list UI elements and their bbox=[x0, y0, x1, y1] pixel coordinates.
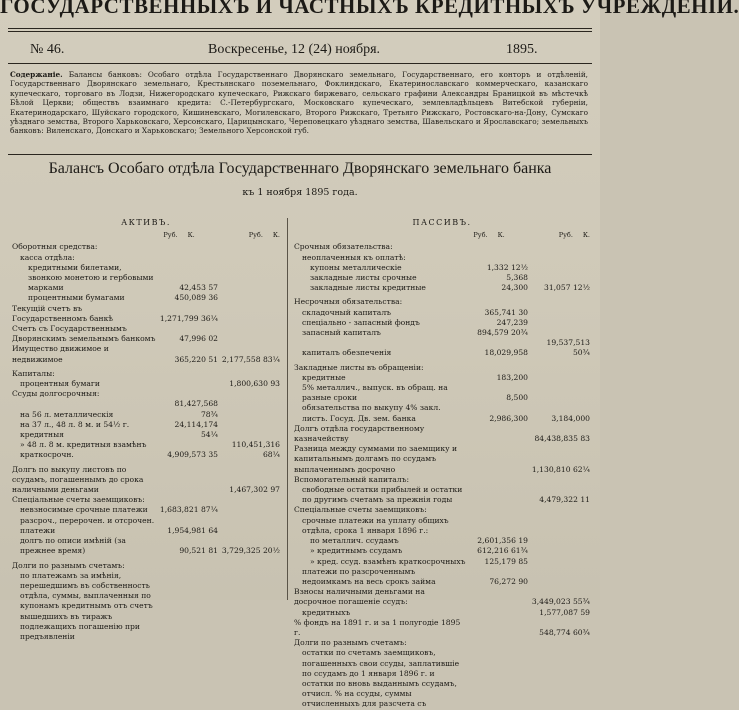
ledger-total: 84,438,835 83 bbox=[534, 434, 590, 444]
ledger-amount: 1,954,981 64 bbox=[167, 525, 218, 535]
ledger-row bbox=[294, 383, 590, 403]
ledger-amount: 81,427,568 78¾ bbox=[174, 399, 218, 419]
unit-kop: К. bbox=[582, 231, 590, 240]
column-divider bbox=[287, 218, 288, 600]
ledger-amount: 2,601,356 19 bbox=[477, 536, 528, 546]
ledger-row bbox=[12, 495, 280, 505]
ledger-amount: 365,741 30 bbox=[484, 307, 528, 317]
ledger-label: Долги по разнымъ счетамъ: bbox=[12, 560, 125, 570]
liabilities-heading: ПАССИВЪ. bbox=[412, 218, 472, 227]
ledger-row bbox=[294, 403, 590, 423]
ledger-label: % фондъ на 1891 г. и за 1 полугодіе 1895 г. bbox=[294, 617, 461, 637]
ledger-label: запасный капиталъ bbox=[302, 328, 381, 338]
ledger-label: Разница между суммами по заемщику и капитальнымъ долгамъ по ссудамъ выплаченнымъ досрочно bbox=[294, 444, 458, 474]
ledger-label: неоплаченныя къ оплатѣ: bbox=[302, 252, 406, 262]
ledger-total: 548,774 60¾ bbox=[539, 627, 590, 637]
ledger-row bbox=[294, 297, 590, 307]
contents-text: Балансы банковъ: Особаго отдѣла Государственнаго Дворянскаго земельнаго, Государственнаго, его конторъ и отдѣленій, Государственнаго Дворянскаго земельнаго, Крестьянскаго поземельнаго, Фоклиндскаго, Екатеринославскаго коммерческаго, казанскаго купеческаго, торговаго въ Лодзи, Нижегородскаго купеческаго, Рижскаго биржеваго, сельскаго графини Александры Браницкой въ мѣстечкѣ Бѣлой Церкви; обществъ взаимнаго кредита: С.-Петербургскаго, Московскаго купеческаго, землевладѣльцевъ Витебской губерніи, Екатеринодарскаго, Шуйскаго городского, Кишиневскаго, Могилевскаго, Второго Рижскаго, Третьяго Рижскаго, Ростовскаго-на-Дону, Сумскаго уѣзднаго земства, Второго Харьковскаго, Херсонскаго, Царицынскаго, Череповецкаго уѣзднаго земства, Шавельскаго и Ярославскаго; земельныхъ банковъ: Виленскаго, Донскаго и Харьковскаго; Земельного Херсонской губ. bbox=[10, 70, 588, 136]
ledger-label: Вспомогательный капиталъ: bbox=[294, 474, 410, 484]
assets-heading: АКТИВЪ. bbox=[121, 218, 171, 227]
ledger-label: Взносы наличными деньгами на досрочное погашеніе ссудъ: bbox=[294, 587, 425, 607]
ledger-amount: 894,579 20¾ bbox=[477, 328, 528, 338]
ledger-row bbox=[12, 440, 280, 460]
ledger-label: » 48 л. 8 м. кредитныя взамѣнъ краткосрочн. bbox=[20, 440, 147, 460]
ledger-label: кредитныхъ bbox=[302, 607, 351, 617]
ledger-label: Спеціальные счеты заемщиковъ: bbox=[294, 505, 427, 515]
ledger-label: спеціально - запасный фондъ bbox=[302, 317, 420, 327]
ledger-total: 110,451,316 68¼ bbox=[231, 440, 280, 460]
ledger-row bbox=[12, 253, 280, 263]
ledger-row bbox=[294, 516, 590, 536]
ledger-row bbox=[12, 242, 280, 252]
ledger-row bbox=[294, 587, 590, 607]
unit-kop: К. bbox=[497, 231, 505, 240]
ledger-total: 1,130,810 62¼ bbox=[531, 464, 590, 474]
liabilities-units bbox=[294, 230, 590, 240]
ledger-label: Спеціальные счеты заемщиковъ: bbox=[12, 495, 145, 505]
ledger-amount: 47,996 02 bbox=[179, 334, 218, 344]
contents-label: Содержаніе. bbox=[10, 70, 63, 79]
ledger-total: 19,537,513 50¾ bbox=[546, 338, 590, 358]
ledger-row bbox=[294, 308, 590, 318]
ledger-amount: 1,332 12½ bbox=[486, 262, 528, 272]
ledger-row bbox=[12, 304, 280, 324]
ledger-total: 3,729,325 20½ bbox=[221, 546, 280, 556]
ledger-label: Капиталы: bbox=[12, 368, 55, 378]
ledger-row bbox=[294, 485, 590, 505]
ledger-label: Несрочныя обязательства: bbox=[294, 297, 403, 307]
ledger-row bbox=[294, 608, 590, 618]
unit-kop: К. bbox=[272, 231, 280, 240]
ledger-amount: 1,271,799 36¼ bbox=[159, 313, 218, 323]
ledger-total: 1,577,087 59 bbox=[539, 607, 590, 617]
unit-rub: Руб. bbox=[248, 231, 263, 240]
ledger-row bbox=[12, 536, 280, 556]
ledger-amount: 8,500 bbox=[506, 393, 528, 403]
ledger-total: 31,057 12½ bbox=[543, 283, 590, 293]
assets-column bbox=[12, 218, 280, 642]
ledger-row bbox=[294, 536, 590, 546]
ledger-amount: 183,200 bbox=[496, 372, 528, 382]
table-of-contents bbox=[10, 70, 588, 136]
issue-rule bbox=[8, 63, 592, 64]
ledger-row bbox=[294, 363, 590, 373]
ledger-amount: 18,029,958 bbox=[484, 348, 528, 358]
ledger-label: Счетъ съ Государственнымъ Дворянскимъ земельнымъ банкомъ bbox=[12, 324, 156, 344]
ledger-row bbox=[294, 505, 590, 515]
ledger-row bbox=[294, 253, 590, 263]
ledger-amount: 450,089 36 bbox=[174, 293, 218, 303]
ledger-amount: 1,683,821 87¼ bbox=[159, 505, 218, 515]
ledger-row bbox=[294, 648, 590, 709]
ledger-label: складочный капиталъ bbox=[302, 307, 391, 317]
ledger-label: на 56 л. металлическія bbox=[20, 409, 114, 419]
masthead-title: ГОСУДАРСТВЕННЫХЪ И ЧАСТНЫХЪ КРЕДИТНЫХЪ УЧРЕЖДЕНІИ. bbox=[0, 0, 739, 18]
article-title: Балансъ Особаго отдѣла Государственнаго Дворянскаго земельнаго банка bbox=[48, 160, 552, 177]
ledger-amount: 24,114,174 54¼ bbox=[174, 419, 218, 440]
ledger-amount: 2,986,300 bbox=[489, 413, 528, 423]
ledger-row bbox=[12, 399, 280, 419]
ledger-row bbox=[12, 344, 280, 364]
liabilities-rows bbox=[294, 242, 590, 709]
ledger-label: процентныя бумаги bbox=[20, 379, 100, 389]
ledger-total: 3,449,023 55¾ bbox=[531, 597, 590, 607]
ledger-row bbox=[12, 561, 280, 571]
ledger-row bbox=[294, 475, 590, 485]
ledger-label: невзносимые срочные платежи bbox=[20, 505, 148, 515]
ledger-row bbox=[12, 516, 280, 536]
ledger-row bbox=[294, 424, 590, 444]
ledger-label: Оборотныя средства: bbox=[12, 242, 98, 252]
ledger-row bbox=[294, 328, 590, 338]
ledger-row bbox=[12, 369, 280, 379]
ledger-label: Долги по разнымъ счетамъ: bbox=[294, 638, 407, 648]
ledger-row bbox=[294, 373, 590, 383]
ledger-label: закладные листы кредитные bbox=[310, 283, 426, 293]
ledger-row bbox=[294, 318, 590, 328]
ledger-row bbox=[12, 263, 280, 294]
ledger-row bbox=[294, 567, 590, 587]
ledger-amount: 24,300 bbox=[501, 283, 528, 293]
ledger-total: 1,800,630 93 bbox=[229, 379, 280, 389]
ledger-label: кредитные bbox=[302, 372, 346, 382]
ledger-label: Ссуды долгосрочныя: bbox=[12, 389, 100, 399]
ledger-row bbox=[12, 465, 280, 496]
ledger-row bbox=[294, 557, 590, 567]
ledger-label: обязательства по выкупу 4% закл. листъ. Госуд. Дв. зем. банка bbox=[302, 403, 441, 423]
ledger-row bbox=[294, 242, 590, 252]
ledger-total: 3,184,000 bbox=[551, 413, 590, 423]
ledger-amount: 76,272 90 bbox=[489, 576, 528, 586]
ledger-label: остатки по счетамъ заемщиковъ, погашенныхъ свои ссуды, заплатившіе по ссудамъ до 1 января 1896 г. и остатки по вновь выданнымъ ссудамъ, отчисл. % на ссуды, суммы отчисленныхъ для разсчета съ bbox=[302, 648, 460, 709]
ledger-label: процентными бумагами bbox=[28, 293, 125, 303]
ledger-label: платежи по разсроченнымъ недоимкамъ на весь срокъ займа bbox=[302, 566, 436, 586]
ledger-total: 4,479,322 11 bbox=[539, 495, 590, 505]
unit-rub: Руб. bbox=[473, 231, 488, 240]
ledger-amount: 612,216 61¾ bbox=[477, 546, 528, 556]
ledger-row bbox=[12, 420, 280, 440]
unit-rub: Руб. bbox=[558, 231, 573, 240]
article-subtitle: къ 1 ноября 1895 года. bbox=[242, 187, 358, 198]
ledger-total: 1,467,302 97 bbox=[229, 485, 280, 495]
ledger-label: свободные остатки прибылей и остатки по другимъ счетамъ за прежнія годы bbox=[302, 485, 463, 505]
ledger-label: Имущество движимое и недвижимое bbox=[12, 344, 109, 364]
ledger-row bbox=[12, 379, 280, 389]
ledger-label: по металлич. ссудамъ bbox=[310, 536, 399, 546]
issue-date: Воскресенье, 12 (24) ноября. bbox=[208, 42, 381, 57]
ledger-row bbox=[12, 571, 280, 642]
ledger-row bbox=[294, 283, 590, 293]
ledger-label: Срочныя обязательства: bbox=[294, 242, 393, 252]
unit-rub: Руб. bbox=[163, 231, 178, 240]
ledger-label: на 37 л., 48 л. 8 м. и 54½ г. кредитныя bbox=[20, 419, 130, 440]
ledger-amount: 5,368 bbox=[506, 273, 528, 283]
unit-kop: К. bbox=[187, 231, 195, 240]
contents-rule bbox=[8, 154, 592, 155]
ledger-row bbox=[294, 263, 590, 273]
ledger-label: по платежамъ за имѣнія, перешедшимъ въ собственность отдѣла, суммы, выплаченныя по купонамъ кредитнымъ отъ счетъ вышедшихъ въ тиражъ подлежащихъ погашенію при предъявленіи bbox=[20, 570, 153, 641]
assets-rows bbox=[12, 242, 280, 642]
ledger-label: срочные платежи на уплату общихъ отдѣла, срока 1 января 1896 г.: bbox=[302, 515, 449, 535]
ledger-row bbox=[12, 389, 280, 399]
ledger-row bbox=[12, 505, 280, 515]
ledger-amount: 90,521 81 bbox=[179, 546, 218, 556]
ledger-row bbox=[294, 338, 590, 358]
ledger-label: кредитными билетами, звонкою монетою и гербовыми марками bbox=[28, 262, 154, 293]
masthead-rule bbox=[8, 28, 592, 29]
issue-year: 1895. bbox=[506, 42, 538, 57]
liabilities-column bbox=[294, 218, 590, 710]
ledger-label: долгъ по описи имѣній (за прежнее время) bbox=[20, 536, 126, 556]
ledger-amount: 125,179 85 bbox=[484, 556, 528, 566]
ledger-label: Текущій счетъ въ Государственномъ банкѣ bbox=[12, 303, 113, 323]
ledger-row bbox=[294, 638, 590, 648]
ledger-label: » кредитнымъ ссудамъ bbox=[310, 546, 403, 556]
assets-units bbox=[12, 230, 280, 240]
masthead-rule-2 bbox=[8, 31, 592, 32]
ledger-amount: 247,239 bbox=[496, 317, 528, 327]
ledger-label: » кред. ссуд. взамѣнъ краткосрочныхъ bbox=[310, 556, 466, 566]
ledger-label: касса отдѣла: bbox=[20, 252, 75, 262]
ledger-row bbox=[294, 273, 590, 283]
ledger-label: купоны металлическіе bbox=[310, 262, 402, 272]
ledger-row bbox=[294, 546, 590, 556]
ledger-label: разсроч., перерочен. и отсрочен. платежи bbox=[20, 515, 155, 535]
ledger-row bbox=[294, 618, 590, 638]
ledger-label: закладные листы срочные bbox=[310, 273, 417, 283]
ledger-label: Долгъ отдѣла государственному казначейству bbox=[294, 423, 425, 444]
ledger-row bbox=[12, 324, 280, 344]
ledger-row bbox=[294, 444, 590, 475]
issue-number: № 46. bbox=[30, 42, 65, 57]
ledger-row bbox=[12, 293, 280, 303]
ledger-label: 5% металлич., выпуск. въ обращ. на разные сроки bbox=[302, 383, 448, 403]
ledger-label: Долгъ по выкупу листовъ по ссудамъ, погашеннымъ до срока наличными деньгами bbox=[12, 464, 144, 495]
ledger-amount: 365,220 51 bbox=[174, 354, 218, 364]
ledger-total: 2,177,558 83¼ bbox=[221, 354, 280, 364]
ledger-label: Закладные листы въ обращеніи: bbox=[294, 362, 424, 372]
ledger-amount: 4,909,573 35 bbox=[167, 450, 218, 460]
ledger-label: капиталъ обезпеченія bbox=[302, 348, 392, 358]
ledger-amount: 42,453 57 bbox=[179, 283, 218, 293]
